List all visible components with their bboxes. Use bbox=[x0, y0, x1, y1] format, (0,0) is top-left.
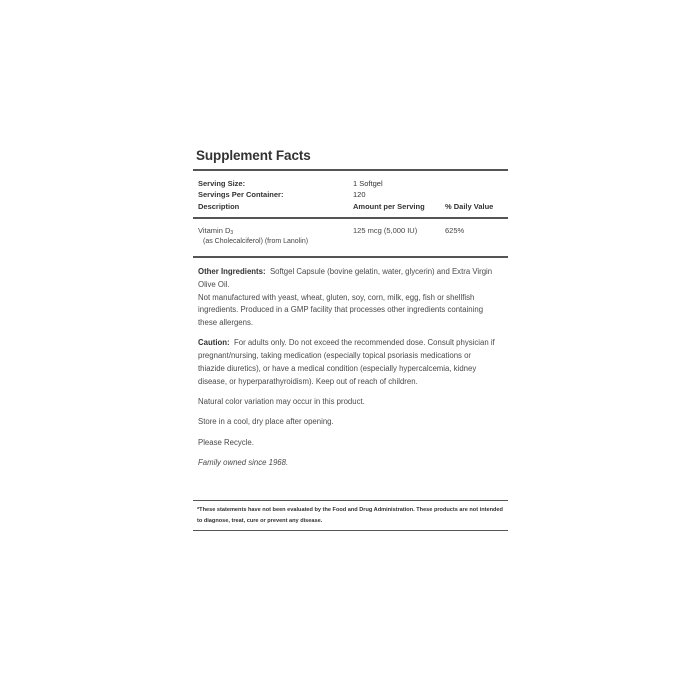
amount-header: Amount per Serving bbox=[353, 202, 425, 211]
caution-label: Caution: bbox=[198, 338, 230, 348]
column-headers-row bbox=[198, 201, 508, 212]
storage-note: Store in a cool, dry place after opening. bbox=[198, 417, 334, 427]
nutrient-daily-value: 625% bbox=[445, 226, 465, 235]
description-header: Description bbox=[198, 202, 240, 211]
disclaimer-bottom-rule bbox=[193, 530, 508, 531]
serving-size-value: 1 Softgel bbox=[353, 179, 383, 188]
caution bbox=[198, 337, 500, 388]
recycle-note: Please Recycle. bbox=[198, 437, 254, 447]
servings-value: 120 bbox=[353, 190, 366, 199]
serving-size-row bbox=[198, 178, 508, 189]
nutrient-amount: 125 mcg (5,000 IU) bbox=[353, 226, 418, 235]
panel-title: Supplement Facts bbox=[196, 148, 311, 163]
nutrient-source: (as Cholecalciferol) (from Lanolin) bbox=[203, 238, 309, 245]
other-ingredients-text: Softgel Capsule (bovine gelatin, water, glycerin) and Extra Virgin Olive Oil. bbox=[198, 267, 493, 289]
color-variation-note: Natural color variation may occur in this product. bbox=[198, 397, 365, 407]
nutrient-name: Vitamin $D_3$ bbox=[198, 226, 234, 236]
family-owned-note: Family owned since 1968. bbox=[198, 458, 289, 468]
supplement-facts-panel bbox=[193, 147, 508, 477]
disclaimer-box bbox=[193, 500, 508, 531]
daily-value-header: % Daily Value bbox=[445, 202, 494, 211]
serving-header bbox=[193, 171, 508, 217]
nutrient-row bbox=[193, 219, 508, 256]
servings-label: Servings Per Container: bbox=[198, 190, 284, 199]
fda-disclaimer: *These statements have not been evaluated by the Food and Drug Administration. These products are not intended to diagnose, treat, cure or prevent any disease. bbox=[197, 507, 503, 524]
serving-size-label: Serving Size: bbox=[198, 179, 246, 188]
allergen-statement: Not manufactured with yeast, wheat, gluten, soy, corn, milk, egg, fish or shellfish ingredients. Produced in a GMP facility that processes other ingredients containing these allergens. bbox=[198, 292, 484, 328]
servings-per-container-row bbox=[198, 189, 508, 200]
other-ingredients bbox=[198, 266, 500, 330]
caution-text: For adults only. Do not exceed the recommended dose. Consult physician if pregnant/nursing, taking medication (especially topical psoriasis medications or thiazide diuretics), or have a medical condition (especially hypercalcemia, kidney disease, or hyperparathyroidism). Keep out of reach of children. bbox=[198, 338, 495, 386]
other-ingredients-label: Other Ingredients: bbox=[198, 267, 266, 276]
panel-text bbox=[193, 258, 508, 470]
